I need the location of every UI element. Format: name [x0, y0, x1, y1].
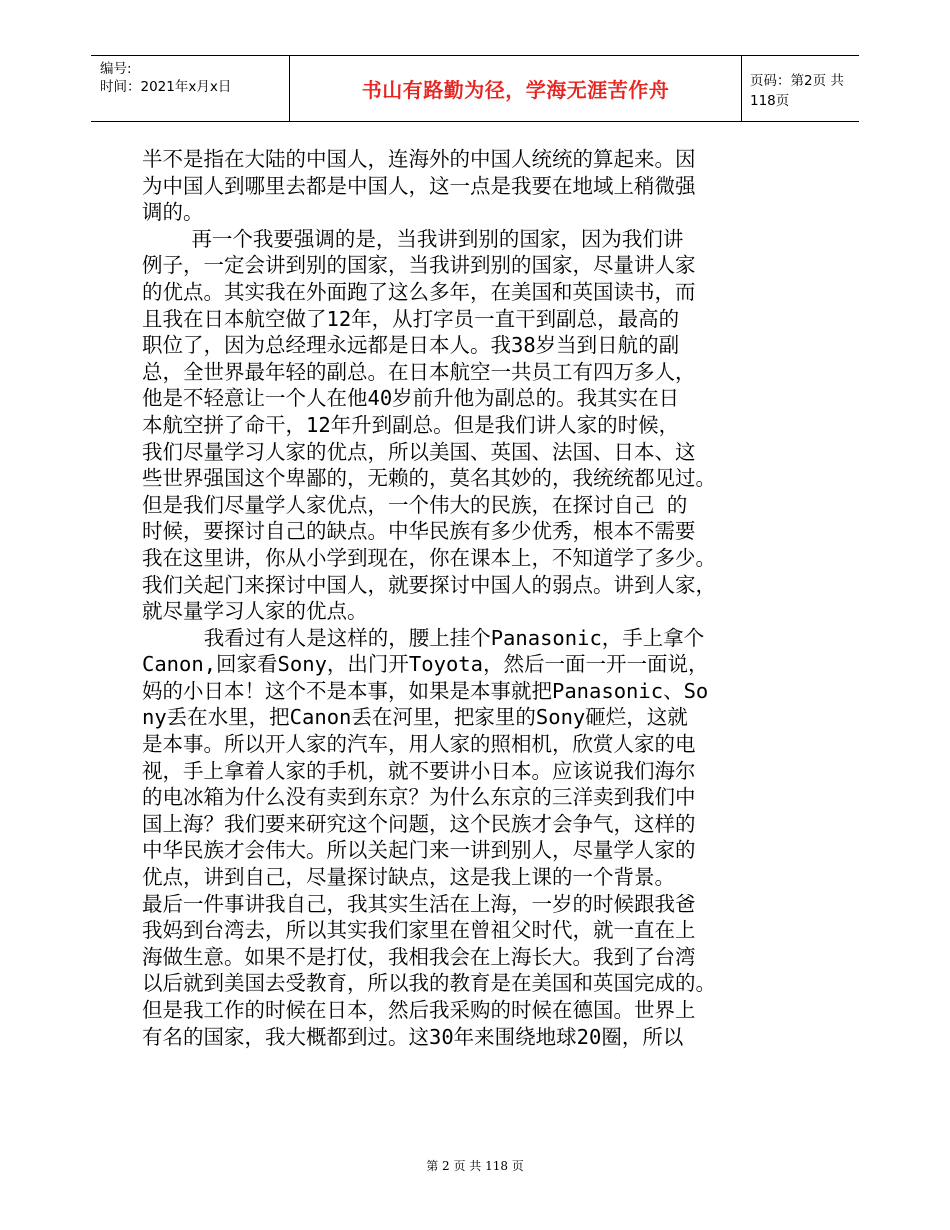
text-line: 例子，一定会讲到别的国家，当我讲到别的国家，尽量讲人家	[142, 253, 696, 278]
text-line: 有名的国家，我大概都到过。这30年来围绕地球20圈，所以	[142, 1024, 684, 1049]
text-line: 是本事。所以开人家的汽车，用人家的照相机，欣赏人家的电	[142, 732, 696, 757]
text-line: 他是不轻意让一个人在他40岁前升他为副总的。我其实在日	[142, 386, 680, 411]
text-line: 职位了，因为总经理永远都是日本人。我38岁当到日航的副	[142, 333, 680, 358]
text-line: 些世界强国这个卑鄙的，无赖的，莫名其妙的，我统统都见过。	[142, 466, 716, 491]
text-line: 国上海？我们要来研究这个问题，这个民族才会争气，这样的	[142, 811, 696, 836]
header-motto: 书山有路勤为径，学海无涯苦作舟	[289, 56, 742, 121]
text-line: 海做生意。如果不是打仗，我相我会在上海长大。我到了台湾	[142, 944, 696, 969]
text-line: 半不是指在大陆的中国人，连海外的中国人统统的算起来。因	[142, 147, 696, 171]
text-line: 最后一件事讲我自己，我其实生活在上海，一岁的时候跟我爸	[142, 891, 696, 916]
text-line: 我妈到台湾去，所以其实我们家里在曾祖父时代，就一直在上	[142, 918, 696, 943]
text-line: 优点，讲到自己，尽量探讨缺点，这是我上课的一个背景。	[142, 865, 675, 890]
text-line: 且我在日本航空做了12年，从打字员一直干到副总，最高的	[142, 306, 680, 331]
text-line: 我看过有人是这样的，腰上挂个Panasonic，手上拿个	[142, 625, 705, 650]
text-line: 总，全世界最年轻的副总。在日本航空一共员工有四万多人，	[142, 359, 696, 384]
text-line: 妈的小日本！这个不是本事，如果是本事就把Panasonic、So	[142, 678, 709, 703]
document-body	[142, 146, 842, 1050]
text-line: 以后就到美国去受教育，所以我的教育是在美国和英国完成的。	[142, 971, 716, 996]
time-label: 时间：2021年x月x日	[100, 79, 232, 95]
text-line: 调的。	[142, 200, 204, 225]
serial-label: 编号:	[100, 61, 132, 77]
text-line: 的电冰箱为什么没有卖到东京？为什么东京的三洋卖到我们中	[142, 785, 696, 810]
text-line: 我们关起门来探讨中国人，就要探讨中国人的弱点。讲到人家，	[142, 572, 716, 597]
header-meta	[91, 56, 289, 121]
text-line: 本航空拼了命干，12年升到副总。但是我们讲人家的时候，	[142, 412, 680, 437]
text-line: ny丢在水里，把Canon丢在河里，把家里的Sony砸烂，这就	[142, 705, 688, 730]
text-line: 中华民族才会伟大。所以关起门来一讲到别人，尽量学人家的	[142, 838, 696, 863]
text-line: 视，手上拿着人家的手机，就不要讲小日本。应该说我们海尔	[142, 758, 696, 783]
text-line: 就尽量学习人家的优点。	[142, 599, 368, 624]
text-line: 为中国人到哪里去都是中国人，这一点是我要在地域上稍微强	[142, 173, 696, 198]
page-header	[91, 55, 859, 122]
text-line: 但是我工作的时候在日本，然后我采购的时候在德国。世界上	[142, 998, 696, 1022]
text-line: 我在这里讲，你从小学到现在，你在课本上，不知道学了多少。	[142, 545, 716, 570]
text-line: 但是我们尽量学人家优点，一个伟大的民族，在探讨自己 的	[142, 492, 688, 517]
text-line: 再一个我要强调的是，当我讲到别的国家，因为我们讲	[142, 226, 684, 251]
text-line: Canon,回家看Sony，出门开Toyota，然后一面一开一面说，	[142, 652, 709, 677]
page-footer: 第 2 页 共 118 页	[426, 1159, 524, 1173]
text-line: 我们尽量学习人家的优点，所以美国、英国、法国、日本、这	[142, 439, 696, 464]
text-line: 的优点。其实我在外面跑了这么多年，在美国和英国读书，而	[142, 279, 696, 304]
text-line: 时候，要探讨自己的缺点。中华民族有多少优秀，根本不需要	[142, 519, 696, 544]
header-page-info: 页码：第2页 共118页	[750, 72, 844, 109]
